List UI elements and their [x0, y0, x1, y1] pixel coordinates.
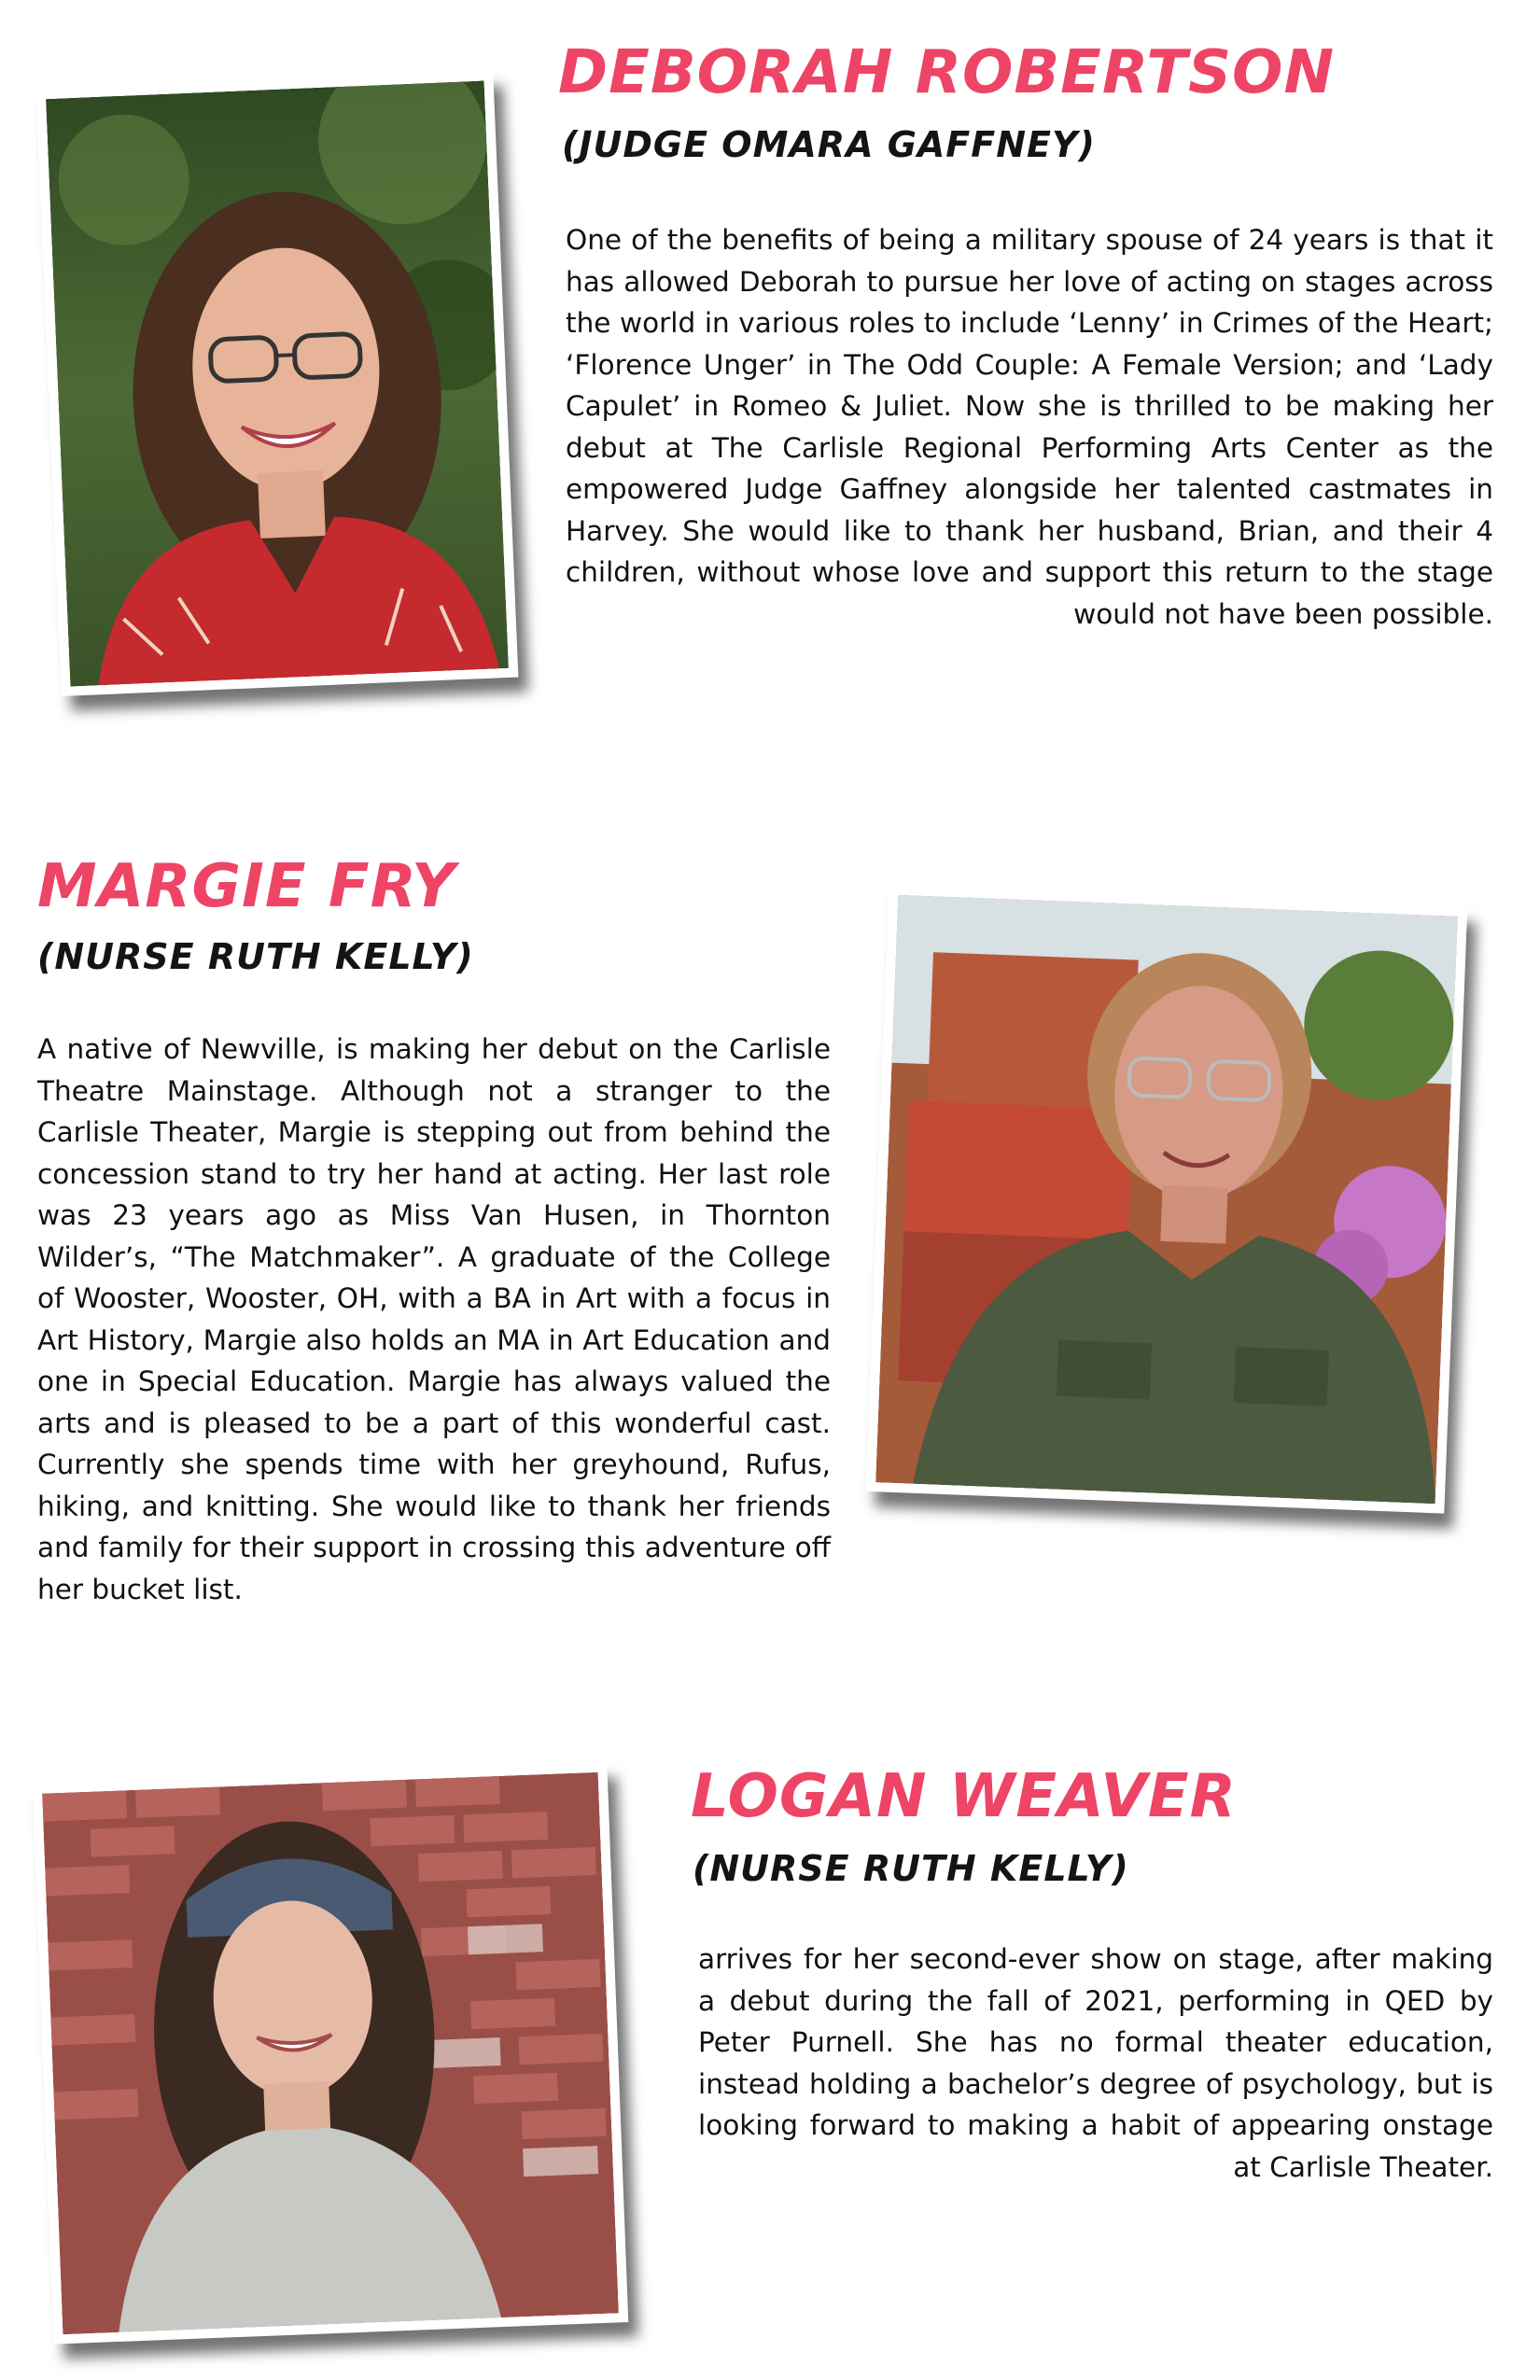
- margie-fry-photo: [866, 885, 1467, 1513]
- cast-name: MARGIE FRY: [37, 852, 456, 921]
- cast-bio: One of the benefits of being a military spouse of 24 years is that it has allowed Deborah to pursue her love of acting on stages across the world in various roles to include ‘Lenny’ in Crimes of the Heart; ‘Florence Unger’ in The Odd Couple: A Female Version; and ‘Lady Capulet’ in Romeo & Juliet. Now she is thrilled to be making her debut at The Carlisle Regional Performing Arts Center as the empowered Judge Gaffney alongside her talented castmates in Harvey. She would like to thank her husband, Brian, and their 4 children, without whose love and support this return to the stage would not have been possible.: [566, 224, 1493, 630]
- logan-weaver-photo: [33, 1762, 629, 2344]
- cast-name: LOGAN WEAVER: [691, 1762, 1237, 1831]
- cast-role: (NURSE RUTH KELLY): [693, 1848, 1129, 1889]
- cast-name: DEBORAH ROBERTSON: [558, 38, 1335, 107]
- cast-bio: arrives for her second-ever show on stage, after making a debut during the fall of 2021, performing in QED by Peter Purnell. She has no formal theater education, instead holding a bachelor’s degree of psychology, but is looking forward to making a habit of appearing onstage at Carlisle Theater.: [698, 1943, 1493, 2183]
- cast-role: (JUDGE OMARA GAFFNEY): [562, 124, 1096, 165]
- cast-role: (NURSE RUTH KELLY): [37, 936, 474, 977]
- cast-bio: A native of Newville, is making her debut on the Carlisle Theatre Mainstage. Although not a stranger to the Carlisle Theater, Margie is stepping out from behind the concession stand to try her hand at acting. Her last role was 23 years ago as Miss Van Husen, in Thornton Wilder’s, “The Matchmaker”. A graduate of the College of Wooster, Wooster, OH, with a BA in Art with a focus in Art History, Margie also holds an MA in Art Education and one in Special Education. Margie has always valued the arts and is pleased to be a part of this wonderful cast. Currently she spends time with her greyhound, Rufus, hiking, and knitting. She would like to thank her friends and family for their support in crossing this adventure off her bucket list.: [37, 1033, 831, 1605]
- deborah-robertson-photo: [36, 71, 519, 696]
